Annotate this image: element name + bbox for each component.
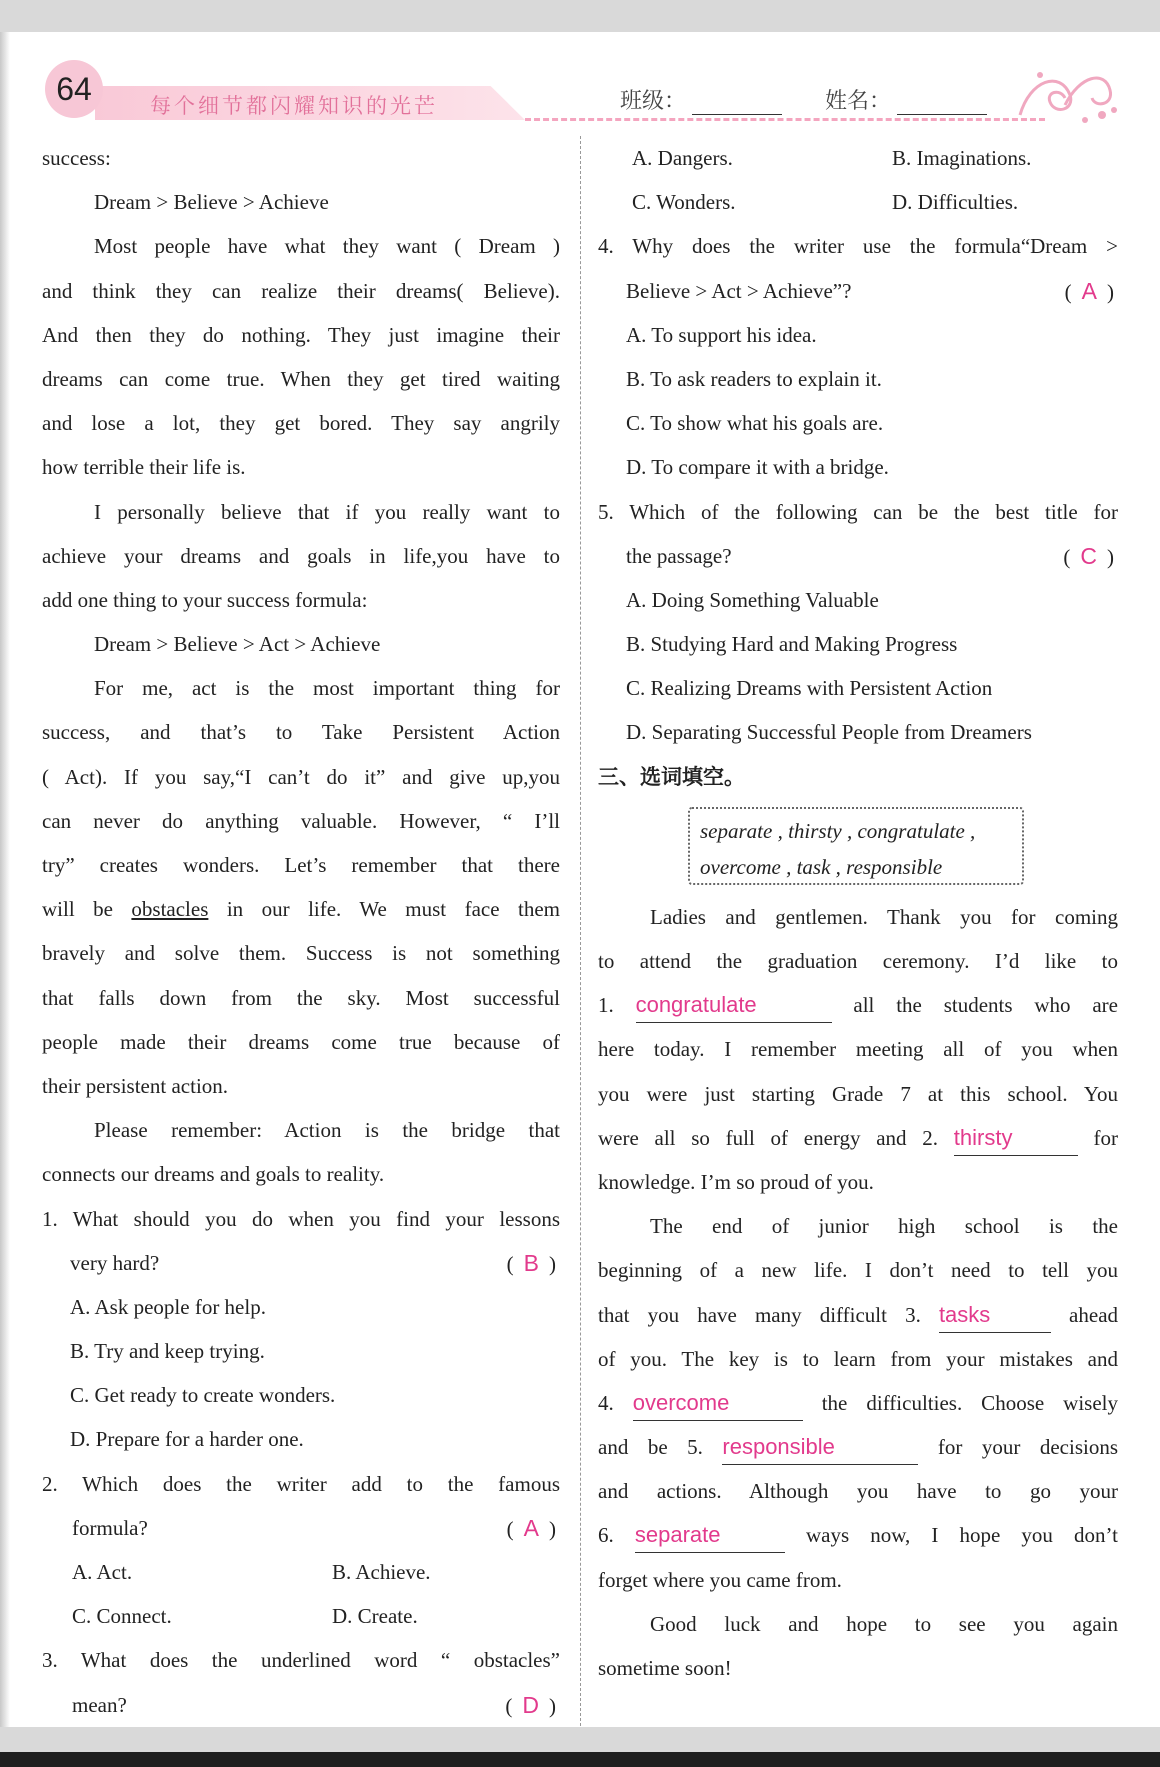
question-5-stem: 5. Which of the following can be the best title for xyxy=(598,499,1118,524)
cloze-line: you were just starting Grade 7 at this school. You xyxy=(598,1081,1118,1106)
answer-bracket: ( B ) xyxy=(506,1249,556,1276)
page-number: 64 xyxy=(45,60,103,118)
option: B. Imaginations. xyxy=(892,146,1032,170)
text-line: And then they do nothing. They just imagine their xyxy=(42,322,560,347)
option: D. Separating Successful People from Dreamers xyxy=(626,720,1032,745)
right-column xyxy=(598,136,1118,1690)
option-row xyxy=(42,1594,560,1638)
option: A. Act. xyxy=(72,1560,133,1584)
option-row xyxy=(42,1550,560,1594)
text-line: how terrible their life is. xyxy=(42,455,246,480)
option: A. Dangers. xyxy=(632,146,733,170)
class-label: 班级： xyxy=(620,89,687,114)
option-row xyxy=(598,136,1118,180)
question-2-stem-cont: formula? ( A ) xyxy=(42,1506,560,1550)
question-3-answer[interactable]: D xyxy=(522,1691,539,1718)
name-field xyxy=(825,84,987,115)
cloze-line: 4. overcome the difficulties. Choose wisely xyxy=(598,1381,1118,1425)
cloze-line: and actions. Although you have to go your xyxy=(598,1479,1118,1504)
column-divider xyxy=(580,136,581,1726)
word-box xyxy=(688,807,1024,885)
left-column xyxy=(42,136,560,1727)
question-1-stem-cont: very hard? ( B ) xyxy=(42,1241,560,1285)
formula-line: Dream > Believe > Act > Achieve xyxy=(94,632,381,657)
cloze-line: 1. congratulate all the students who are xyxy=(598,983,1118,1027)
workbook-page xyxy=(0,32,1160,1727)
text-line: try” creates wonders. Let’s remember that there xyxy=(42,853,560,877)
cloze-line: were all so full of energy and 2. thirsty for xyxy=(598,1116,1118,1160)
option: B. Studying Hard and Making Progress xyxy=(626,632,958,657)
text-line: For me, act is the most important thing for xyxy=(94,676,560,701)
cloze-line: to attend the graduation ceremony. I’d like to xyxy=(598,949,1118,973)
option: C. Realizing Dreams with Persistent Action xyxy=(626,676,993,701)
text-line: success, and that’s to Take Persistent Action xyxy=(42,720,560,745)
word-box-line: overcome , task , responsible xyxy=(700,854,943,879)
text-line: bravely and solve them. Success is not something xyxy=(42,941,560,966)
question-2-answer[interactable]: A xyxy=(523,1514,539,1541)
text-line: dreams can come true. When they get tired waiting xyxy=(42,366,560,391)
text-line: and lose a lot, they get bored. They say angrily xyxy=(42,411,560,436)
text-line: Please remember: Action is the bridge that xyxy=(94,1118,560,1143)
text-line: that falls down from the sky. Most successful xyxy=(42,985,560,1010)
cloze-line: knowledge. I’m so proud of you. xyxy=(598,1169,874,1194)
class-blank[interactable] xyxy=(692,92,782,115)
question-4-stem: 4. Why does the writer use the formula“Dream > xyxy=(598,234,1118,259)
header-slogan: 每个细节都闪耀知识的光芒 xyxy=(150,94,438,118)
header-dash-line xyxy=(525,118,1045,121)
text-line: and think they can realize their dreams( Believe). xyxy=(42,278,560,303)
text-line: I personally believe that if you really want to xyxy=(94,499,560,524)
question-3-stem: 3. What does the underlined word “ obstacles” xyxy=(42,1648,560,1673)
cloze-line: of you. The key is to learn from your mistakes and xyxy=(598,1346,1118,1371)
page-edge-shadow xyxy=(0,32,10,1727)
name-label: 姓名： xyxy=(825,89,892,114)
option: C. Wonders. xyxy=(632,190,736,215)
blank-3[interactable]: tasks xyxy=(939,1300,1051,1333)
text-line: will be obstacles in our life. We must face them xyxy=(42,897,560,922)
text-line: ( Act). If you say,“I can’t do it” and give up,you xyxy=(42,764,560,789)
cloze-line: Good luck and hope to see you again xyxy=(650,1611,1118,1636)
underlined-word: obstacles xyxy=(131,897,209,922)
text-line: achieve your dreams and goals in life,you have to xyxy=(42,543,560,568)
option: B. Try and keep trying. xyxy=(70,1339,265,1364)
text-line: Most people have what they want ( Dream ) xyxy=(94,234,560,259)
section-3-title: 三、选词填空。 xyxy=(598,764,745,789)
cloze-line: here today. I remember meeting all of you when xyxy=(598,1037,1118,1062)
question-1-answer[interactable]: B xyxy=(523,1249,539,1276)
text-line: people made their dreams come true because of xyxy=(42,1029,560,1054)
blank-6[interactable]: separate xyxy=(635,1520,785,1553)
option: D. Create. xyxy=(332,1604,418,1629)
cloze-line: forget where you came from. xyxy=(598,1567,842,1592)
text-line: can never do anything valuable. However, “ I’ll xyxy=(42,808,560,833)
blank-5[interactable]: responsible xyxy=(722,1432,918,1465)
cloze-line: that you have many difficult 3. tasks ahead xyxy=(598,1293,1118,1337)
cloze-line: sometime soon! xyxy=(598,1656,732,1680)
blank-2[interactable]: thirsty xyxy=(954,1123,1078,1156)
text-line: success: xyxy=(42,146,111,170)
option: D. Prepare for a harder one. xyxy=(70,1427,304,1452)
option: D. To compare it with a bridge. xyxy=(626,455,889,480)
question-5-answer[interactable]: C xyxy=(1080,542,1097,569)
class-field xyxy=(620,84,782,115)
blank-1[interactable]: congratulate xyxy=(636,990,832,1023)
option: D. Difficulties. xyxy=(892,190,1019,215)
answer-bracket: ( A ) xyxy=(1064,277,1114,304)
text-line: add one thing to your success formula: xyxy=(42,587,368,612)
question-2-stem: 2. Which does the writer add to the famous xyxy=(42,1471,560,1496)
cloze-line: beginning of a new life. I don’t need to tell you xyxy=(598,1258,1118,1283)
answer-bracket: ( C ) xyxy=(1063,542,1114,569)
option: C. Get ready to create wonders. xyxy=(70,1383,336,1408)
page-header xyxy=(40,60,1120,130)
name-blank[interactable] xyxy=(897,92,987,115)
option: B. To ask readers to explain it. xyxy=(626,366,882,391)
answer-bracket: ( D ) xyxy=(505,1691,556,1718)
question-4-answer[interactable]: A xyxy=(1081,277,1097,304)
cloze-line: Ladies and gentlemen. Thank you for coming xyxy=(650,904,1118,929)
text-line: their persistent action. xyxy=(42,1073,229,1098)
option: A. To support his idea. xyxy=(626,322,817,347)
option: C. To show what his goals are. xyxy=(626,411,884,436)
question-1-stem: 1. What should you do when you find your lessons xyxy=(42,1206,560,1231)
question-4-stem-cont: Believe > Act > Achieve”? ( A ) xyxy=(598,269,1118,313)
flourish-ornament-icon xyxy=(1010,60,1120,130)
blank-4[interactable]: overcome xyxy=(633,1388,803,1421)
bottom-bar xyxy=(0,1752,1160,1767)
option: A. Ask people for help. xyxy=(70,1294,266,1319)
cloze-line: and be 5. responsible for your decisions xyxy=(598,1425,1118,1469)
formula-line: Dream > Believe > Achieve xyxy=(94,190,329,215)
cloze-line: The end of junior high school is the xyxy=(650,1214,1118,1239)
word-box-line: separate , thirsty , congratulate , xyxy=(700,818,976,843)
option: B. Achieve. xyxy=(332,1560,431,1584)
question-5-stem-cont: the passage? ( C ) xyxy=(598,534,1118,578)
text-line: connects our dreams and goals to reality. xyxy=(42,1162,385,1187)
option: C. Connect. xyxy=(72,1604,172,1629)
answer-bracket: ( A ) xyxy=(506,1514,556,1541)
option: A. Doing Something Valuable xyxy=(626,587,879,612)
cloze-line: 6. separate ways now, I hope you don’t xyxy=(598,1513,1118,1557)
option-row xyxy=(598,180,1118,224)
question-3-stem-cont: mean? ( D ) xyxy=(42,1683,560,1727)
word-box-area xyxy=(598,799,1118,895)
